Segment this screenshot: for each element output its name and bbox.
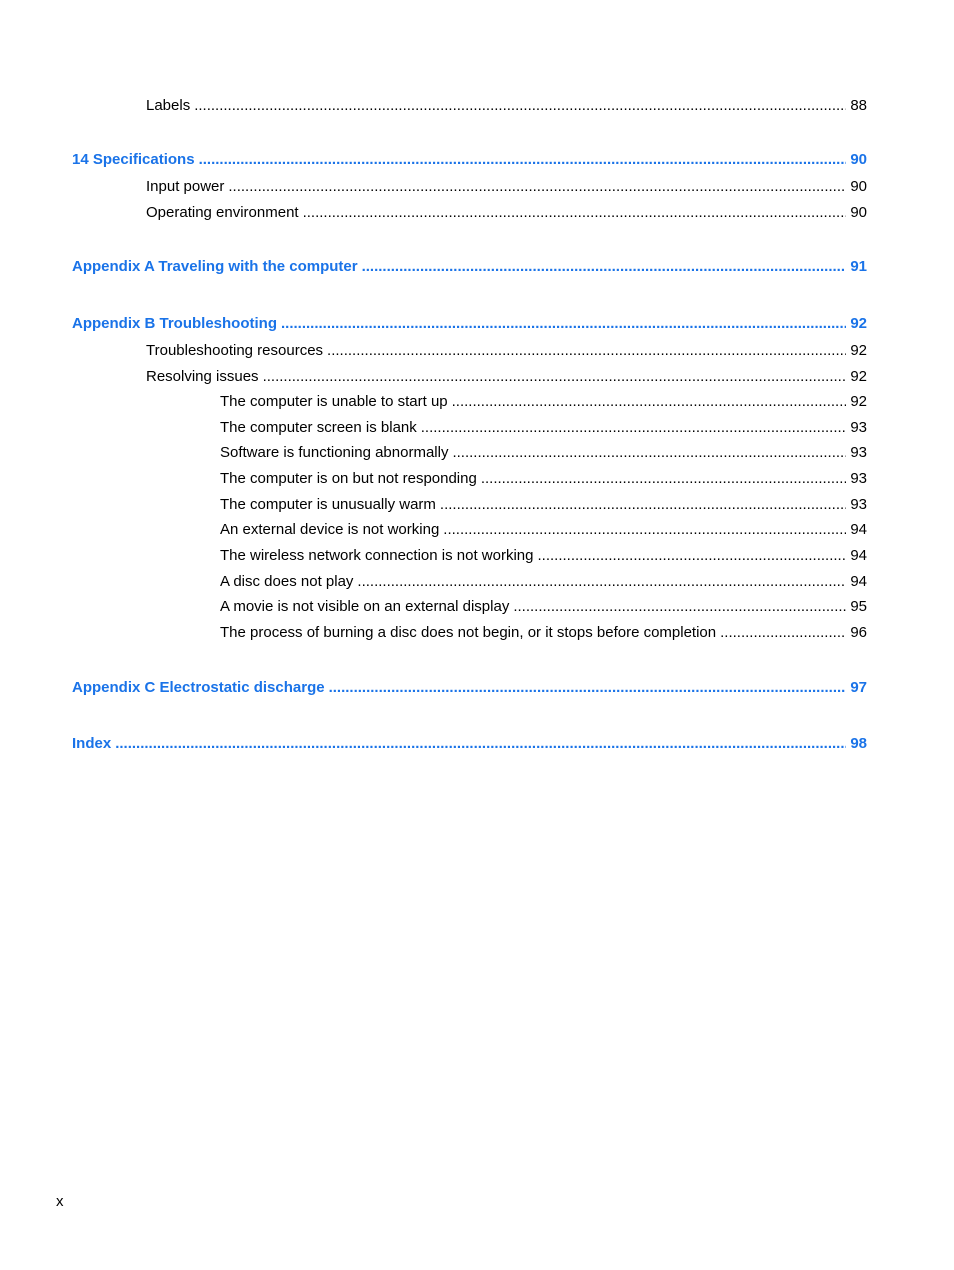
dot-leader: [281, 314, 846, 334]
toc-entry-title: The computer screen is blank: [220, 419, 417, 436]
toc-chapter-page: 98: [850, 735, 867, 752]
toc-entry-title: Resolving issues: [146, 368, 259, 385]
toc-chapter-appendix-c[interactable]: [72, 678, 867, 698]
toc-subentry-software-abnormal[interactable]: [220, 443, 867, 463]
toc-chapter-appendix-a[interactable]: [72, 257, 867, 277]
toc-entry-page: 93: [850, 444, 867, 461]
toc-entry-title: A movie is not visible on an external display: [220, 598, 510, 615]
toc-subentry-screen-blank[interactable]: [220, 418, 867, 438]
toc-chapter-page: 92: [850, 315, 867, 332]
toc-subentry-movie-external[interactable]: [220, 597, 867, 617]
toc-entry-page: 95: [850, 598, 867, 615]
toc-entry-page: 92: [850, 342, 867, 359]
toc-chapter-page: 90: [850, 151, 867, 168]
toc-entry-title: Troubleshooting resources: [146, 342, 324, 359]
toc-entry-page: 93: [850, 496, 867, 513]
toc-chapter-title: Appendix C Electrostatic discharge: [72, 679, 325, 696]
toc-subentry-burning[interactable]: [220, 623, 867, 643]
dot-leader: [194, 96, 846, 116]
toc-chapter-specifications[interactable]: [72, 150, 867, 170]
toc-subentry-disc-play[interactable]: [220, 572, 867, 592]
toc-entry-page: 90: [850, 204, 867, 221]
toc-entry-title: Labels: [146, 97, 191, 114]
toc-entry-title: Input power: [146, 178, 225, 195]
toc-subentry-unusually-warm[interactable]: [220, 495, 867, 515]
toc-entry-page: 96: [850, 624, 867, 641]
dot-leader: [452, 443, 846, 463]
dot-leader: [440, 495, 846, 515]
toc-chapter-index[interactable]: [72, 734, 867, 754]
toc-subentry-wireless[interactable]: [220, 546, 867, 566]
toc-entry-page: 88: [850, 97, 867, 114]
toc-chapter-title: Appendix B Troubleshooting: [72, 315, 277, 332]
dot-leader: [357, 572, 846, 592]
toc-entry-page: 92: [850, 368, 867, 385]
toc-entry-page: 93: [850, 419, 867, 436]
toc-subentry-unable-to-start[interactable]: [220, 392, 867, 412]
toc-chapter-page: 91: [850, 258, 867, 275]
toc-entry-input-power[interactable]: [146, 177, 867, 197]
toc-chapter-title: Appendix A Traveling with the computer: [72, 258, 358, 275]
toc-entry-page: 93: [850, 470, 867, 487]
toc-entry-title: The computer is unusually warm: [220, 496, 436, 513]
dot-leader: [513, 597, 846, 617]
toc-entry-operating-environment[interactable]: [146, 203, 867, 223]
toc-entry-title: Operating environment: [146, 204, 299, 221]
toc-entry-title: The wireless network connection is not working: [220, 547, 534, 564]
toc-chapter-appendix-b[interactable]: [72, 314, 867, 334]
dot-leader: [329, 678, 847, 698]
toc-entry-labels[interactable]: [146, 96, 867, 116]
toc-entry-page: 90: [850, 178, 867, 195]
toc-entry-page: 92: [850, 393, 867, 410]
dot-leader: [327, 341, 846, 361]
toc-entry-resolving-issues[interactable]: [146, 367, 867, 387]
toc-subentry-external-device[interactable]: [220, 520, 867, 540]
dot-leader: [115, 734, 846, 754]
dot-leader: [421, 418, 847, 438]
toc-chapter-title: Index: [72, 735, 112, 752]
toc-entry-title: An external device is not working: [220, 521, 440, 538]
toc-entry-title: A disc does not play: [220, 573, 354, 590]
toc-chapter-title: 14 Specifications: [72, 151, 195, 168]
toc-chapter-page: 97: [850, 679, 867, 696]
dot-leader: [199, 150, 847, 170]
dot-leader: [537, 546, 846, 566]
dot-leader: [263, 367, 847, 387]
dot-leader: [362, 257, 847, 277]
dot-leader: [303, 203, 847, 223]
toc-entry-troubleshooting-resources[interactable]: [146, 341, 867, 361]
page-number: x: [56, 1193, 64, 1210]
dot-leader: [443, 520, 846, 540]
dot-leader: [481, 469, 846, 489]
toc-entry-page: 94: [850, 547, 867, 564]
dot-leader: [452, 392, 847, 412]
toc-subentry-not-responding[interactable]: [220, 469, 867, 489]
toc-entry-title: The computer is unable to start up: [220, 393, 448, 410]
toc-entry-title: The process of burning a disc does not begin, or it stops before completion: [220, 624, 717, 641]
toc-entry-page: 94: [850, 573, 867, 590]
toc-entry-title: Software is functioning abnormally: [220, 444, 449, 461]
dot-leader: [228, 177, 846, 197]
toc-entry-title: The computer is on but not responding: [220, 470, 477, 487]
toc-entry-page: 94: [850, 521, 867, 538]
dot-leader: [720, 623, 846, 643]
